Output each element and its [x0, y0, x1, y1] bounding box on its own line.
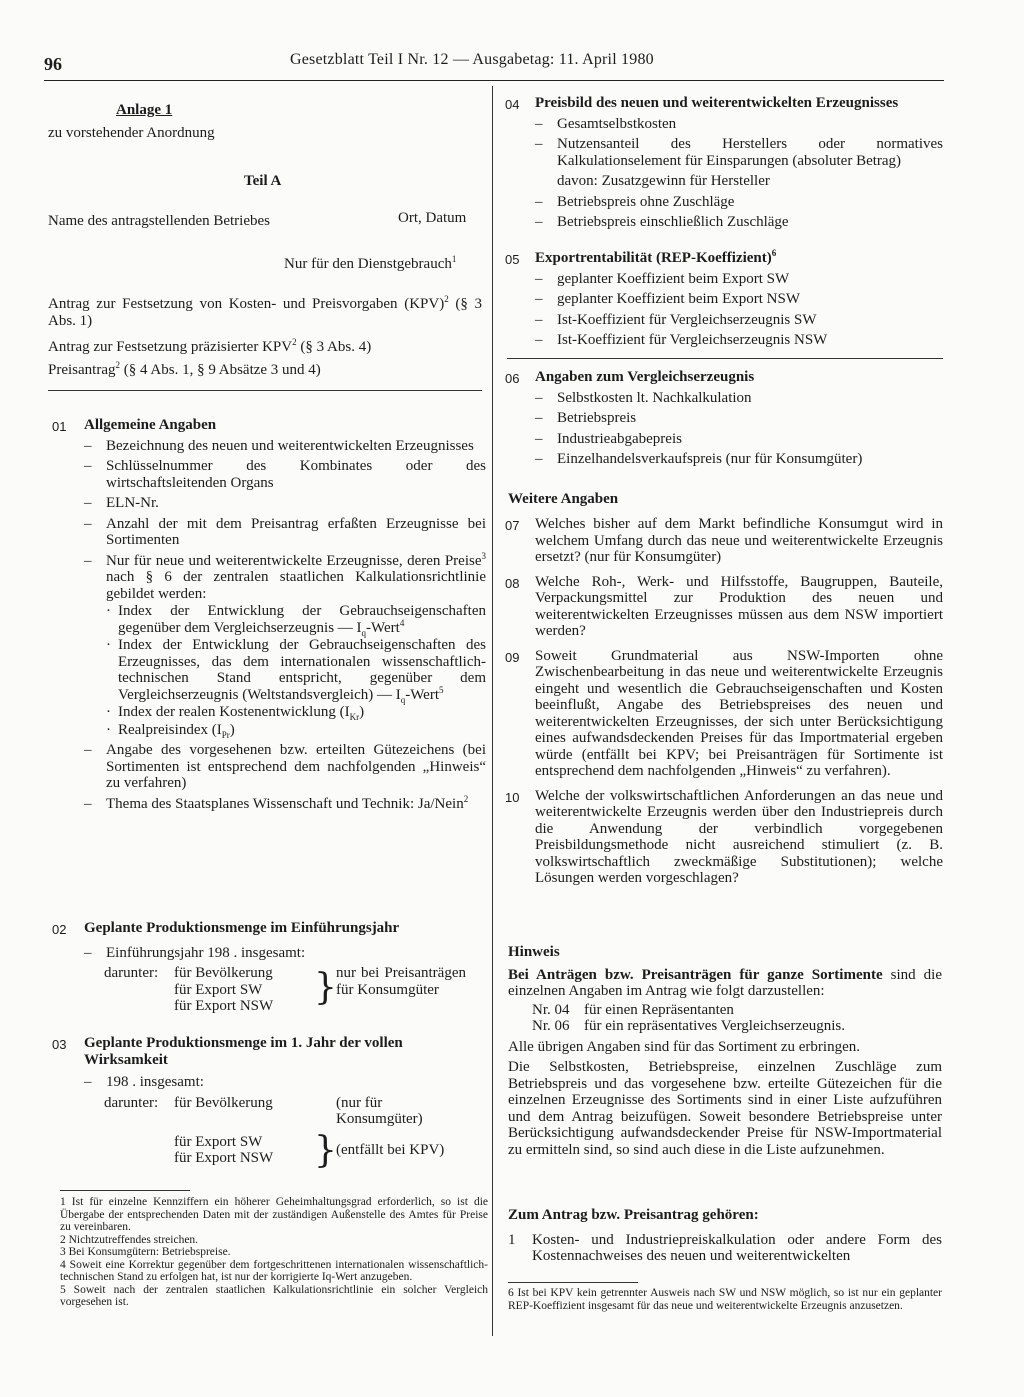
- darunter-table: darunter: für Bevölkerung für Export SW für Export NSW } nur bei Preisanträgen für Konsumgüter: [104, 965, 466, 1014]
- section-number: 01: [52, 419, 67, 434]
- list-item: – Bezeichnung des neuen und weiterentwickelten Erzeugnisses: [84, 437, 474, 454]
- section-rule: [507, 358, 943, 359]
- column-divider: [492, 86, 493, 1336]
- section-number: 04: [505, 97, 520, 112]
- footnote: 6 Ist bei KPV kein getrennter Ausweis nach SW und NSW möglich, so ist nur ein geplanter REP-Koeffizient insgesamt für das neue und weiterentwickelte Erzeugnis anzusetzen.: [508, 1287, 942, 1312]
- footnote: 3 Bei Konsumgütern: Betriebspreise.: [60, 1246, 231, 1258]
- antrag-kpv: Antrag zur Festsetzung von Kosten- und Preisvorgaben (KPV)$^2$ (§ 3 Abs. 1): [48, 294, 482, 329]
- footnote: 1 Ist für einzelne Kennziffern ein höherer Geheimhaltungsgrad erforderlich, so ist die Übergabe der entsprechenden Daten mit der zuständigen Außenstelle des Amtes für Preise zu vereinbaren.: [60, 1196, 488, 1233]
- sub-item: · Index der realen Kostenentwicklung $(I_{Kr})$: [106, 704, 365, 722]
- sub-item: · Index der Entwicklung der Gebrauchseigenschaften gegenüber dem Vergleichserzeugnis — $I_q-Wert^4$: [106, 603, 486, 638]
- list-item: – Anzahl der mit dem Preisantrag erfaßten Erzeugnisse bei Sortimenten: [84, 515, 486, 548]
- list-item: – Betriebspreis einschließlich Zuschläge: [535, 214, 789, 230]
- list-item: – Schlüsselnummer des Kombinates oder des wirtschaftsleitenden Organs: [84, 458, 486, 491]
- section-06: [505, 369, 943, 468]
- page-header-title: Gesetzblatt Teil I Nr. 12 — Ausgabetag: 11. April 1980: [290, 51, 654, 68]
- anlage-subtitle: zu vorstehender Anordnung: [48, 125, 215, 141]
- brace: }: [314, 1129, 337, 1171]
- list-item: – Betriebspreis ohne Zuschläge: [535, 193, 735, 210]
- section-title: Allgemeine Angaben: [84, 417, 217, 433]
- hinweis-title: Hinweis: [508, 944, 560, 960]
- weitere-angaben-heading: Weitere Angaben: [508, 491, 619, 507]
- zum-antrag-item: 1 Kosten- und Industriepreiskalkulation oder andere Form des Kostennachweises des neuen und weiterentwickelten: [508, 1231, 942, 1264]
- section-title: Geplante Produktionsmenge im 1. Jahr der vollen Wirksamkeit: [84, 1035, 403, 1068]
- questions: [505, 516, 943, 887]
- list-item: – Nur für neue und weiterentwickelte Erzeugnisse, deren Preise$^3$ nach § 6 der zentralen staatlichen Kalkulationsrichtlinie gebildet werden: · Index der Entwicklung der Gebrauchseigenschaften gegenüber dem Vergleichserzeugnis — $I_q-Wert^4$ · Index der Entwicklung der Gebrauchseigenschaften des Erzeugnisses, das dem internationalen wissenschaftlich-technischen Stand entspricht, gegenüber dem Vergleichserzeugnis (Weltstandsvergleich) — $I_q-Wert^5$ · Index der realen Kostenentwicklung $(I_{Kr})$ · Realpreisindex $(I_{Pr})$: [84, 550, 486, 740]
- list-item: – ELN-Nr.: [84, 495, 159, 511]
- preisantrag: Preisantrag$^2$ (§ 4 Abs. 1, § 9 Absätze 3 und 4): [48, 360, 321, 378]
- question-item: 07 Welches bisher auf dem Markt befindliche Konsumgut wird in welchem Umfang durch das neue und weiterentwickelte Erzeugnis ersetzt? (nur für Konsumgüter): [505, 516, 943, 565]
- list-item: – Angabe des vorgesehenen bzw. erteilten Gütezeichens (bei Sortimenten ist entsprechend dem nachfolgenden „Hinweis“ zu verfahren): [84, 742, 486, 791]
- header-rule: [44, 80, 944, 81]
- list-item: – 198 . insgesamt:: [84, 1074, 204, 1090]
- hinweis-paragraph: Die Selbstkosten, Betriebspreise, einzelnen Zuschläge zum Betriebspreis und das vorgesehene bzw. erteilte Gütezeichen für die einzelnen Erzeugnisse des Sortiments sind in einer Liste aufzuführen und dem Antrag beizufügen. Soweit besondere Betriebspreise unter Berücksichtigung aufwandsdeckender Preise für NSW-Importmaterial zu ermitteln sind, so sind auch diese in die Liste aufzunehmen.: [508, 1059, 942, 1158]
- davon-line: davon: Zusatzgewinn für Hersteller: [557, 173, 770, 189]
- section-number: 02: [52, 922, 67, 937]
- question-item: 10 Welche der volkswirtschaftlichen Anforderungen an das neue und weiterentwickelte Erzeugnis werden über den Industriepreis durch die Anwendung der verbindlich vorgegebenen Preisbildungsmethode nicht ausreichend stimuliert (z. B. volkswirtschaftlich zweckmäßige Substitutionen); welche Lösungen werden vorgeschlagen?: [505, 787, 943, 886]
- section-number: 06: [505, 371, 520, 386]
- section-rule: [48, 390, 482, 391]
- section-title: Exportrentabilität (REP-Koeffizient)$^6$: [535, 248, 777, 266]
- dienstgebrauch-label: Nur für den Dienstgebrauch$^1$: [284, 254, 457, 272]
- section-number: 05: [505, 252, 520, 267]
- footnote: 2 Nichtzutreffendes streichen.: [60, 1233, 199, 1246]
- hinweis-nr06: Nr. 06 für ein repräsentatives Vergleichserzeugnis.: [532, 1018, 846, 1034]
- list-item: – geplanter Koeffizient beim Export SW: [535, 270, 790, 287]
- hinweis-nr04: Nr. 04 für einen Repräsentanten: [532, 1001, 734, 1018]
- list-item: – Ist-Koeffizient für Vergleichserzeugnis NSW: [535, 332, 828, 348]
- question-item: 09 Soweit Grundmaterial aus NSW-Importen ohne Zwischenbearbeitung in das neue und weiterentwickelte Erzeugnis eingeht und wesentlich die Gebrauchseigenschaften und Kosten beeinflußt, Angabe des Betriebspreises des neuen und weiterentwickelten Erzeugnisses, der sich unter Berücksichtigung eines aufwandsdeckenden Preises für das Importmaterial ergeben würde (entfällt bei KPV; bei Preisanträgen für Sortimente ist entsprechend dem nachfolgenden „Hinweis“ zu verfahren).: [505, 647, 943, 779]
- hinweis-paragraph: Bei Anträgen bzw. Preisanträgen für ganze Sortimente sind die einzelnen Angaben im Antrag wie folgt darzustellen:: [508, 966, 942, 999]
- hinweis-paragraph: Alle übrigen Angaben sind für das Sortiment zu erbringen.: [508, 1038, 861, 1055]
- section-title: Geplante Produktionsmenge im Einführungsjahr: [84, 920, 400, 936]
- section-03: [52, 1035, 486, 1171]
- sub-item: · Realpreisindex $(I_{Pr})$: [106, 721, 235, 740]
- section-01: [52, 417, 486, 812]
- list-item: – Gesamtselbstkosten: [535, 115, 677, 132]
- list-item: – Betriebspreis: [535, 410, 637, 426]
- list-item: – Ist-Koeffizient für Vergleichserzeugnis SW: [535, 311, 817, 328]
- zum-antrag-title: Zum Antrag bzw. Preisantrag gehören:: [508, 1207, 759, 1223]
- footnote-rule: [508, 1282, 638, 1283]
- name-label: Name des antragstellenden Betriebes: [48, 213, 270, 229]
- sub-item: · Index der Entwicklung der Gebrauchseigenschaften des Erzeugnisses, das dem internationalen wissenschaftlich-technischen Stand entspricht, gegenüber dem Vergleichserzeugnis (Weltstandsvergleich) — $I_q-Wert^5$: [106, 637, 486, 705]
- section-05: [505, 250, 943, 349]
- list-item: – Nutzensanteil des Herstellers oder normatives Kalkulationselement für Einsparungen (absoluter Betrag): [535, 136, 943, 169]
- antrag-praezisiert: Antrag zur Festsetzung präzisierter KPV$^2$ (§ 3 Abs. 4): [48, 337, 372, 355]
- footnote: 4 Soweit eine Korrektur gegenüber dem fortgeschrittenen internationalen wissenschaftlich-technischen Stand zu erfolgen hat, ist nur der korrigierte Iq-Wert anzugeben.: [60, 1258, 488, 1283]
- footnotes: [60, 1196, 488, 1309]
- darunter-table: darunter: für Bevölkerung (nur für Konsumgüter): [104, 1094, 423, 1127]
- zum-antrag-section: [508, 1207, 942, 1265]
- footnote: 5 Soweit nach der zentralen staatlichen Kalkulationsrichtlinie ein solcher Vergleich vorgesehen ist.: [60, 1283, 488, 1308]
- section-04: [505, 95, 943, 231]
- list-item: – Selbstkosten lt. Nachkalkulation: [535, 389, 752, 406]
- brace: }: [314, 967, 337, 1008]
- section-title: Angaben zum Vergleichserzeugnis: [535, 369, 755, 385]
- ort-datum-label: Ort, Datum: [398, 210, 467, 226]
- section-02: [52, 920, 486, 1015]
- list-item: – Thema des Staatsplanes Wissenschaft und Technik: Ja/Nein$^2$: [84, 793, 469, 812]
- list-item: – Industrieabgabepreis: [535, 430, 682, 447]
- hinweis-section: [508, 944, 942, 1158]
- section-number: 03: [52, 1037, 67, 1052]
- export-table: für Export SW für Export NSW } (entfällt bei KPV): [174, 1129, 445, 1171]
- section-title: Preisbild des neuen und weiterentwickelten Erzeugnisses: [535, 95, 899, 111]
- page-number: 96: [44, 54, 62, 74]
- teil-heading: Teil A: [244, 173, 282, 189]
- list-item: – geplanter Koeffizient beim Export NSW: [535, 291, 800, 307]
- question-item: 08 Welche Roh-, Werk- und Hilfsstoffe, Baugruppen, Bauteile, Verpackungsmittel zur Produktion des neuen und weiterentwickelten Erzeugnisses müssen aus dem NSW importiert werden?: [505, 573, 943, 639]
- list-item: – Einführungsjahr 198 . insgesamt:: [84, 944, 306, 961]
- anlage-heading: Anlage 1: [116, 102, 173, 118]
- footnote-rule: [60, 1190, 190, 1191]
- list-item: – Einzelhandelsverkaufspreis (nur für Konsumgüter): [535, 451, 863, 467]
